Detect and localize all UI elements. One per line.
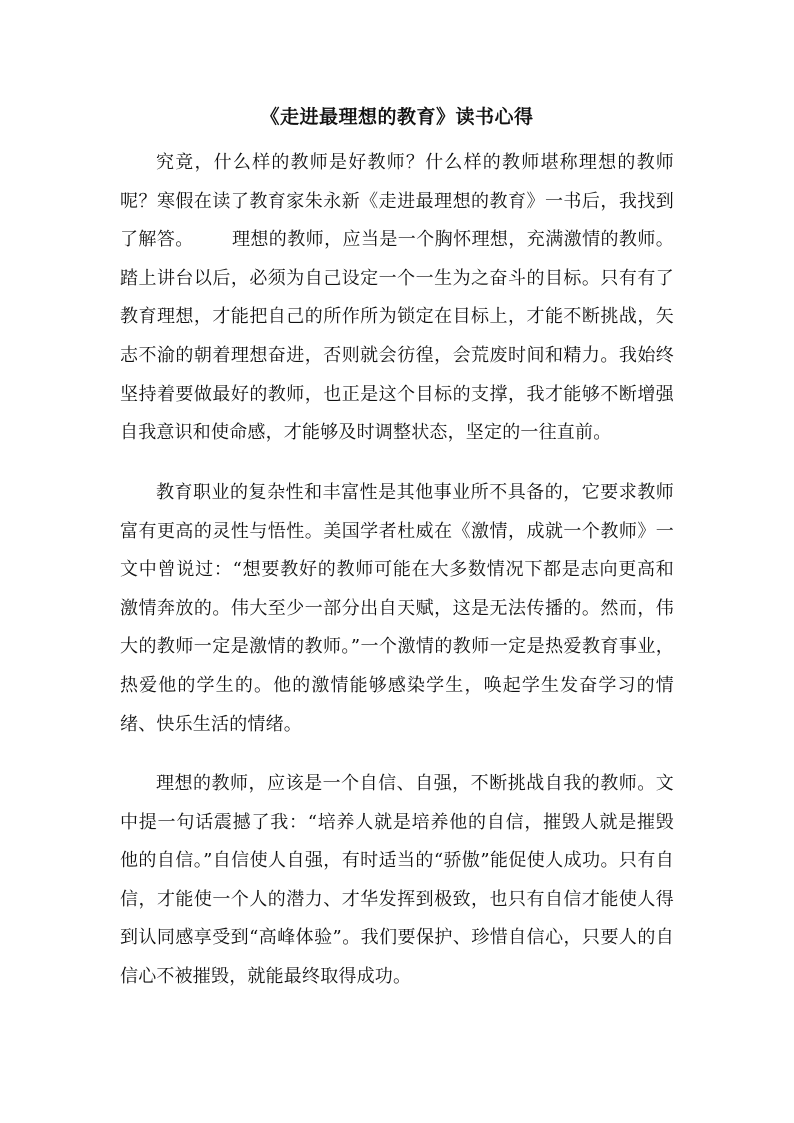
paragraph-2: 教育职业的复杂性和丰富性是其他事业所不具备的，它要求教师富有更高的灵性与悟性。美国学者杜威在《激情，成就一个教师》一文中曾说过：“想要教好的教师可能在大多数情况下都是志向更高和激情奔放的。伟大至少一部分出自天赋，这是无法传播的。然而，伟大的教师一定是激情的教师。”一个激情的教师一定是热爱教育事业，热爱他的学生的。他的激情能够感染学生，唤起学生发奋学习的情绪、快乐生活的情绪。 <box>120 482 674 735</box>
paragraph-2-block <box>120 474 674 744</box>
paragraph-1-continuation: 理想的教师，应当是一个胸怀理想，充满激情的教师。踏上讲台以后，必须为自己设定一个一生为之奋斗的目标。只有有了教育理想，才能把自己的所作所为锁定在目标上，才能不断挑战，矢志不渝的朝着理想奋进，否则就会彷徨，会荒废时间和精力。我始终坚持着要做最好的教师，也正是这个目标的支撑，我才能够不断增强自我意识和使命感，才能够及时调整状态，坚定的一往直前。 <box>120 229 674 444</box>
paragraph-1-first-sentence: 究竟，什么样的教师是好教师？什么样的教师堪称理想的教师呢？寒假在读了教育家朱永新《走进最理想的教育》一书后，我找到了解答。 <box>120 152 674 251</box>
paragraph-1-block <box>120 144 674 453</box>
document-title: 《走进最理想的教育》读书心得 <box>260 106 534 128</box>
paragraph-3: 理想的教师，应该是一个自信、自强，不断挑战自我的教师。文中提一句话震撼了我：“培养人就是培养他的自信，摧毁人就是摧毁他的自信。”自信使人自强，有时适当的“骄傲”能促使人成功。只有自信，才能使一个人的潜力、才华发挥到极致，也只有自信才能使人得到认同感享受到“高峰体验”。我们要保护、珍惜自信心，只要人的自信心不被摧毁，就能最终取得成功。 <box>120 773 674 987</box>
paragraph-1 <box>120 144 674 453</box>
paragraph-3-block <box>120 765 674 997</box>
